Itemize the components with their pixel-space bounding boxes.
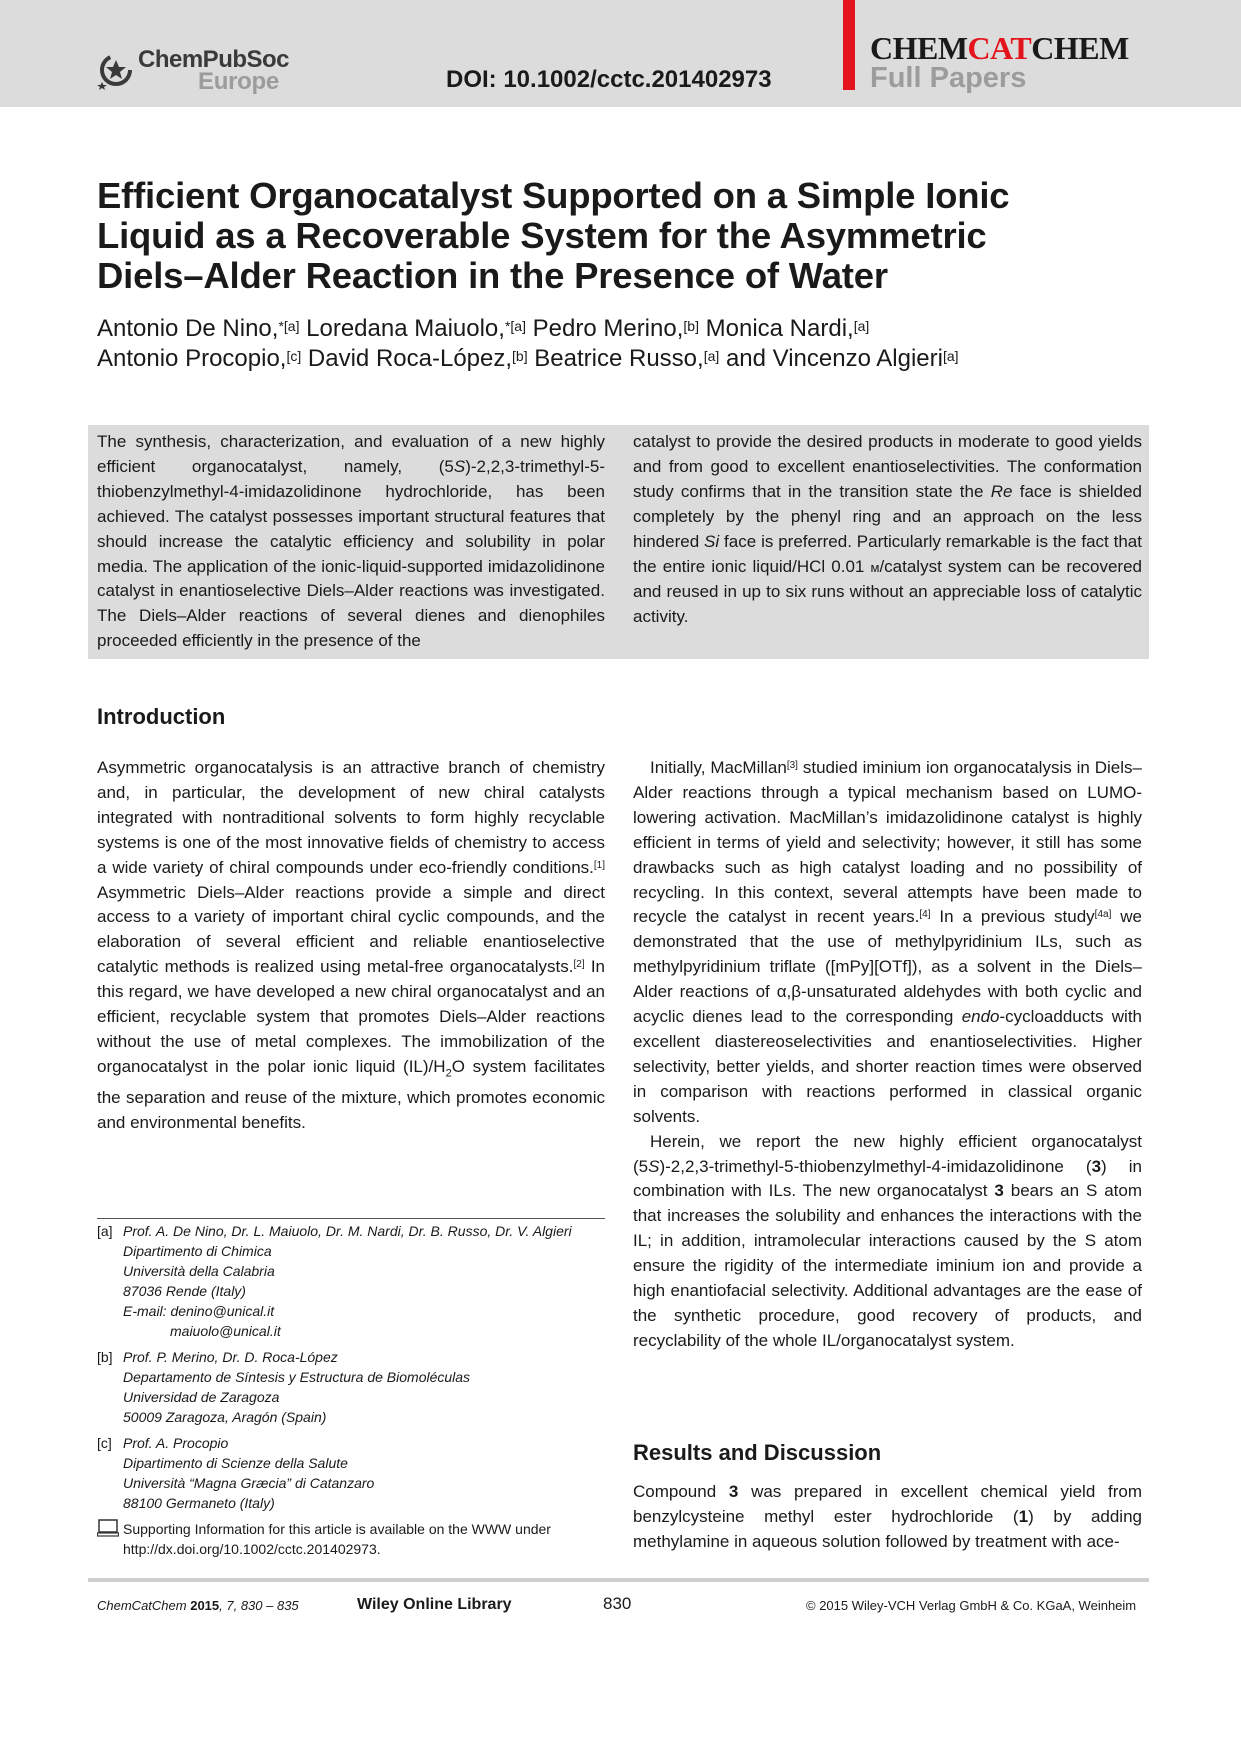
abstract-text	[97, 430, 605, 654]
text-run: )-2,2,3-trimethyl-5-thiobenzylmethyl-4-imidazolidinone hydrochloride, has been achieved. The catalyst possesses important structural features that should increase the catalytic efficiency and solubility in polar media. The application of the ionic-liquid-supported imidazolidinone catalyst in enantioselective Diels–Alder reactions was investigated. The Diels–Alder reactions of several dienes and dienophiles proceeded efficiently in the presence of the	[97, 456, 605, 651]
text-run: Compound	[633, 1482, 729, 1501]
computer-monitor-icon	[97, 1519, 119, 1537]
text-run-italic: S	[648, 1156, 660, 1176]
compound-number: 3	[994, 1181, 1004, 1201]
text-run: /catalyst system can be recovered and reused in up to six runs without an appreciable loss of catalytic activity.	[633, 556, 1142, 627]
affiliation-mark: [b]	[683, 318, 699, 334]
affiliation-line: Departamento de Síntesis y Estructura de Biomoléculas	[123, 1369, 471, 1385]
text-run: was prepared in excellent chemical yield from benzylcysteine methyl ester hydrochloride (	[633, 1482, 1143, 1526]
intro-column-1	[97, 756, 605, 1136]
section-heading-results: Results and Discussion	[633, 1440, 882, 1465]
text-run: Herein, we report the new highly efficient organocatalyst (5	[633, 1131, 1142, 1176]
article-title	[97, 176, 1097, 296]
paragraph	[633, 1480, 1142, 1555]
affiliation-key: [a]	[97, 1223, 113, 1239]
affiliations	[97, 1221, 605, 1565]
author: Loredana Maiuolo,	[306, 315, 505, 342]
affiliation-line: Dipartimento di Scienze della Salute	[123, 1455, 348, 1471]
affiliation-line: Università della Calabria	[123, 1263, 275, 1279]
text-run-italic: Re	[990, 481, 1013, 501]
subscript: 2	[445, 1067, 452, 1080]
supporting-info-text[interactable]: Supporting Information for this article is available on the WWW under http://dx.doi.org/10.1002/cctc.201402973.	[123, 1521, 551, 1557]
citation-link[interactable]: [1]	[593, 859, 605, 871]
text-run-italic: Si	[704, 531, 720, 551]
citation-link[interactable]: [2]	[573, 959, 585, 971]
affiliation-line: Prof. A. Procopio	[123, 1435, 229, 1451]
author-list	[97, 314, 1117, 374]
results-column	[633, 1480, 1142, 1555]
text-run: The synthesis, characterization, and evaluation of a new highly efficient organocatalyst, namely, (5	[97, 432, 605, 476]
affiliation-key: [b]	[97, 1349, 113, 1365]
text-run: ) in combination with ILs. The new organocatalyst	[633, 1156, 1142, 1201]
text-run: catalyst to provide the desired products in moderate to good yields and from good to excellent enantioselectivities. The conformation study confirms that in the transition state the	[633, 432, 1142, 501]
abstract-column-2	[633, 430, 1142, 630]
abstract-text	[633, 430, 1142, 630]
affiliation-line: 87036 Rende (Italy)	[123, 1283, 246, 1299]
author: Beatrice Russo,	[534, 345, 704, 372]
author: Pedro Merino,	[532, 315, 684, 342]
footnote-divider	[97, 1218, 605, 1219]
affiliation-line: Università “Magna Græcia” di Catanzaro	[123, 1475, 375, 1491]
footer-journal: ChemCatChem	[97, 1598, 187, 1613]
footer-year: 2015	[190, 1598, 220, 1613]
affiliation-mark: [b]	[512, 348, 528, 364]
author: David Roca-López,	[307, 345, 513, 372]
text-run-italic: S	[453, 456, 466, 476]
affiliation-mark: [a]	[942, 348, 959, 364]
affiliation-a	[97, 1221, 605, 1341]
footer-volume: , 7, 830 – 835	[219, 1598, 299, 1613]
affiliation-line: Universidad de Zaragoza	[123, 1389, 280, 1405]
compound-number: 1	[1018, 1506, 1029, 1526]
logo-text-chempubsoc: ChemPubSoc	[138, 46, 290, 73]
affiliation-c	[97, 1433, 605, 1513]
doi[interactable]: DOI: 10.1002/cctc.201402973	[446, 66, 772, 93]
author: and Vincenzo Algieri	[725, 345, 943, 372]
affiliation-mark: [a]	[853, 318, 870, 334]
affiliation-mark: [c]	[286, 348, 302, 364]
citation-link[interactable]: [4]	[919, 909, 931, 921]
affiliation-line: Prof. A. De Nino, Dr. L. Maiuolo, Dr. M. Nardi, Dr. B. Russo, Dr. V. Algieri	[123, 1223, 572, 1239]
chempubsoc-star-icon	[96, 48, 140, 92]
text-run: -cycloadducts with excellent diastereoselectivities and enantioselectivities. Higher selectivity, better yields, and shorter reaction times were observed in comparison with reactions performed in classical organic solvents.	[633, 1007, 1142, 1126]
affiliation-line: Dipartimento di Chimica	[123, 1243, 272, 1259]
wiley-online-library-link[interactable]: Wiley Online Library	[357, 1596, 512, 1613]
title-line: Efficient Organocatalyst Supported on a Simple Ionic	[97, 175, 1010, 216]
text-run: face is preferred. Particularly remarkable is the fact that the entire ionic liquid/HCl 0.01	[633, 531, 1142, 576]
page-number: 830	[603, 1594, 632, 1613]
journal-name-part1: CHEM	[870, 30, 968, 66]
citation-link[interactable]: [3]	[786, 760, 798, 771]
abstract-column-1	[97, 430, 605, 654]
chempubsoc-logo[interactable]	[96, 44, 290, 95]
footer-citation	[97, 1598, 299, 1613]
text-run-italic: endo	[961, 1007, 1000, 1027]
article-type: Full Papers	[870, 62, 1027, 94]
author-line	[97, 314, 1117, 344]
author: Antonio De Nino,	[97, 315, 279, 342]
email-link[interactable]: E-mail: denino@unical.it	[123, 1303, 275, 1319]
section-heading-introduction: Introduction	[97, 704, 226, 729]
text-run: bears an S atom that increases the solubility and enhances the interactions with the IL; in addition, intramolecular interactions caused by the S atom ensure the rigidity of the intermediate iminium ion and provide a high enantiofacial selectivity. Additional advantages are the ease of the synthetic procedure, good recovery of products, and recyclability of the whole IL/organocatalyst system.	[633, 1181, 1142, 1350]
affiliation-b	[97, 1347, 605, 1427]
supporting-information[interactable]	[97, 1519, 605, 1559]
text-run: In a previous study	[930, 907, 1095, 927]
paragraph	[97, 756, 605, 1136]
affiliation-key: [c]	[97, 1435, 112, 1451]
text-run: face is shielded completely by the phenyl ring and an approach on the less hindered	[633, 481, 1142, 551]
text-run: Asymmetric Diels–Alder reactions provide a simple and direct access to a variety of important chiral cyclic compounds, and the elaboration of several efficient and reliable enantioselective catalytic methods is realized using metal-free organocatalysts.	[97, 882, 605, 977]
author: Monica Nardi,	[705, 315, 854, 342]
intro-column-2	[633, 756, 1142, 1354]
text-run: In this regard, we have developed a new chiral organocatalyst and an efficient, recyclable system that promotes Diels–Alder reactions without the use of metal complexes. The immobilization of the organocatalyst in the polar ionic liquid (IL)/H	[97, 957, 606, 1076]
affiliation-mark: *[a]	[504, 318, 526, 334]
text-run: studied iminium ion organocatalysis in Diels–Alder reactions through a typical mechanism based on LUMO-lowering activation. MacMillan’s imidazolidinone catalyst is highly efficient in terms of yield and selectivity; however, it still has some drawbacks such as high catalyst loading and no possibility of recycling. In this context, several attempts have been made to recycle the catalyst in recent years.	[633, 758, 1142, 927]
compound-number: 3	[728, 1482, 739, 1501]
affiliation-mark: [a]	[703, 348, 720, 364]
author-line	[97, 344, 1117, 374]
text-run: O system facilitates the separation and reuse of the mixture, which promotes economic and environmental benefits.	[97, 1056, 606, 1133]
journal-name-part3: CHEM	[1031, 30, 1129, 66]
journal-name-part2: CAT	[967, 30, 1032, 66]
affiliation-mark: *[a]	[278, 318, 300, 334]
text-run: )-2,2,3-trimethyl-5-thiobenzylmethyl-4-imidazolidinone (	[659, 1156, 1092, 1176]
copyright: © 2015 Wiley-VCH Verlag GmbH & Co. KGaA, Weinheim	[806, 1598, 1137, 1613]
text-run: we demonstrated that the use of methylpyridinium ILs, such as methylpyridinium triflate ([mPy][OTf]), as a solvent in the Diels–Alder reactions of α,β-unsaturated aldehydes with both cyclic and acyclic dienes lead to the corresponding	[633, 907, 1142, 1027]
text-run-smallcaps: м	[870, 559, 880, 575]
text-run: Asymmetric organocatalysis is an attractive branch of chemistry and, in particular, the development of new chiral catalysts integrated with nontraditional solvents to form highly recyclable systems is one of the most innovative fields of chemistry to access a wide variety of chiral compounds under eco-friendly conditions.	[97, 758, 605, 877]
journal-accent-bar	[843, 0, 855, 90]
footer-rule	[88, 1578, 1149, 1582]
paragraph	[633, 756, 1142, 1130]
paragraph	[633, 1130, 1142, 1354]
logo-text-europe: Europe	[198, 68, 279, 95]
affiliation-line: Prof. P. Merino, Dr. D. Roca-López	[123, 1349, 338, 1365]
email-link[interactable]: maiuolo@unical.it	[170, 1323, 281, 1339]
compound-number: 3	[1091, 1156, 1102, 1176]
affiliation-line: 88100 Germaneto (Italy)	[123, 1495, 275, 1511]
text-run: ) by adding methylamine in aqueous solution followed by treatment with ace-	[633, 1506, 1142, 1551]
text-run: Initially, MacMillan	[650, 758, 787, 777]
title-line: Diels–Alder Reaction in the Presence of Water	[97, 255, 888, 296]
author: Antonio Procopio,	[97, 345, 287, 372]
citation-link[interactable]: [4a]	[1094, 909, 1112, 921]
affiliation-line: 50009 Zaragoza, Aragón (Spain)	[123, 1409, 327, 1425]
title-line: Liquid as a Recoverable System for the Asymmetric	[97, 215, 987, 256]
